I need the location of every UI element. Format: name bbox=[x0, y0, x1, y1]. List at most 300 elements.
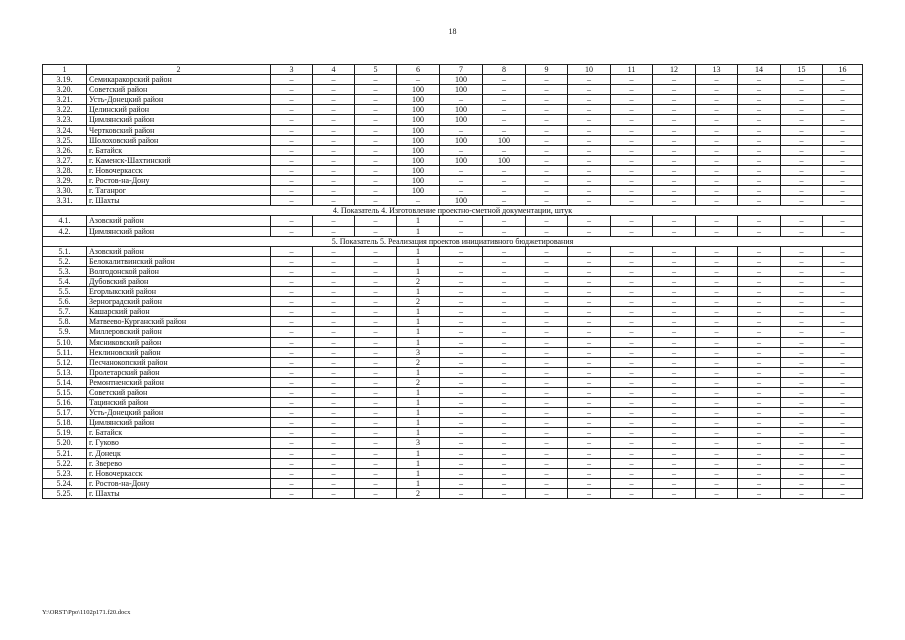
value-cell: – bbox=[355, 438, 397, 448]
value-cell: – bbox=[440, 266, 483, 276]
district-name: Чертковский район bbox=[87, 125, 271, 135]
table-row bbox=[43, 135, 863, 145]
value-cell: – bbox=[526, 327, 568, 337]
value-cell: – bbox=[738, 478, 781, 488]
value-cell: – bbox=[271, 186, 313, 196]
value-cell: – bbox=[653, 468, 696, 478]
value-cell: 2 bbox=[397, 488, 440, 498]
value-cell: – bbox=[440, 337, 483, 347]
value-cell: – bbox=[696, 317, 738, 327]
value-cell: – bbox=[355, 196, 397, 206]
value-cell: – bbox=[271, 438, 313, 448]
row-number: 3.20. bbox=[43, 85, 87, 95]
value-cell: – bbox=[696, 438, 738, 448]
value-cell: – bbox=[611, 85, 653, 95]
value-cell: – bbox=[653, 256, 696, 266]
value-cell: – bbox=[526, 398, 568, 408]
value-cell: – bbox=[696, 478, 738, 488]
table-row bbox=[43, 367, 863, 377]
value-cell: – bbox=[653, 347, 696, 357]
row-number: 5.4. bbox=[43, 276, 87, 286]
value-cell: – bbox=[653, 145, 696, 155]
value-cell: – bbox=[696, 468, 738, 478]
district-name: Дубовский район bbox=[87, 276, 271, 286]
value-cell: – bbox=[483, 347, 526, 357]
value-cell: – bbox=[611, 75, 653, 85]
value-cell: – bbox=[355, 256, 397, 266]
value-cell: – bbox=[823, 216, 863, 226]
value-cell: – bbox=[568, 478, 611, 488]
value-cell: – bbox=[781, 488, 823, 498]
value-cell: – bbox=[653, 428, 696, 438]
value-cell: – bbox=[355, 388, 397, 398]
value-cell: 1 bbox=[397, 468, 440, 478]
value-cell: – bbox=[738, 458, 781, 468]
value-cell: – bbox=[738, 488, 781, 498]
value-cell: – bbox=[653, 266, 696, 276]
column-number-cell: 4 bbox=[313, 65, 355, 75]
value-cell: – bbox=[313, 408, 355, 418]
value-cell: – bbox=[355, 115, 397, 125]
value-cell: – bbox=[313, 287, 355, 297]
row-number: 3.26. bbox=[43, 145, 87, 155]
value-cell: – bbox=[611, 186, 653, 196]
district-name: Мясниковский район bbox=[87, 337, 271, 347]
value-cell: – bbox=[355, 488, 397, 498]
value-cell: – bbox=[313, 125, 355, 135]
value-cell: – bbox=[440, 408, 483, 418]
value-cell: 100 bbox=[397, 85, 440, 95]
value-cell: – bbox=[568, 287, 611, 297]
row-number: 5.14. bbox=[43, 377, 87, 387]
value-cell: – bbox=[738, 276, 781, 286]
value-cell: – bbox=[738, 327, 781, 337]
column-number-cell: 1 bbox=[43, 65, 87, 75]
row-number: 3.19. bbox=[43, 75, 87, 85]
district-name: Советский район bbox=[87, 85, 271, 95]
value-cell: – bbox=[568, 125, 611, 135]
value-cell: 2 bbox=[397, 357, 440, 367]
table-row bbox=[43, 186, 863, 196]
value-cell: – bbox=[526, 226, 568, 236]
value-cell: – bbox=[483, 408, 526, 418]
value-cell: – bbox=[653, 478, 696, 488]
value-cell: – bbox=[313, 458, 355, 468]
value-cell: – bbox=[526, 115, 568, 125]
value-cell: – bbox=[653, 367, 696, 377]
value-cell: – bbox=[823, 95, 863, 105]
value-cell: – bbox=[271, 155, 313, 165]
value-cell: – bbox=[823, 246, 863, 256]
value-cell: – bbox=[738, 297, 781, 307]
value-cell: – bbox=[526, 388, 568, 398]
value-cell: – bbox=[696, 266, 738, 276]
value-cell: – bbox=[823, 478, 863, 488]
value-cell: – bbox=[483, 398, 526, 408]
value-cell: – bbox=[653, 115, 696, 125]
value-cell: – bbox=[483, 115, 526, 125]
value-cell: – bbox=[313, 418, 355, 428]
value-cell: – bbox=[526, 377, 568, 387]
value-cell: 1 bbox=[397, 256, 440, 266]
value-cell: – bbox=[526, 155, 568, 165]
value-cell: – bbox=[611, 367, 653, 377]
value-cell: – bbox=[355, 75, 397, 85]
value-cell: – bbox=[781, 256, 823, 266]
value-cell: – bbox=[568, 85, 611, 95]
table-row bbox=[43, 256, 863, 266]
value-cell: – bbox=[313, 327, 355, 337]
table-row bbox=[43, 448, 863, 458]
value-cell: 1 bbox=[397, 367, 440, 377]
column-number-cell: 8 bbox=[483, 65, 526, 75]
value-cell: – bbox=[653, 276, 696, 286]
district-name: Целинский район bbox=[87, 105, 271, 115]
value-cell: – bbox=[355, 176, 397, 186]
value-cell: – bbox=[526, 317, 568, 327]
value-cell: – bbox=[355, 186, 397, 196]
value-cell: – bbox=[611, 438, 653, 448]
value-cell: – bbox=[611, 165, 653, 175]
row-number: 5.22. bbox=[43, 458, 87, 468]
value-cell: – bbox=[738, 367, 781, 377]
value-cell: 1 bbox=[397, 307, 440, 317]
value-cell: – bbox=[483, 256, 526, 266]
value-cell: – bbox=[526, 216, 568, 226]
value-cell: – bbox=[355, 398, 397, 408]
value-cell: – bbox=[313, 266, 355, 276]
value-cell: – bbox=[483, 226, 526, 236]
value-cell: – bbox=[611, 276, 653, 286]
value-cell: – bbox=[355, 216, 397, 226]
value-cell: – bbox=[271, 85, 313, 95]
value-cell: – bbox=[271, 418, 313, 428]
value-cell: – bbox=[271, 297, 313, 307]
value-cell: – bbox=[313, 256, 355, 266]
value-cell: – bbox=[696, 216, 738, 226]
district-name: Ремонтненский район bbox=[87, 377, 271, 387]
value-cell: – bbox=[611, 287, 653, 297]
value-cell: – bbox=[440, 256, 483, 266]
table-row bbox=[43, 125, 863, 135]
district-name: Зерноградский район bbox=[87, 297, 271, 307]
value-cell: – bbox=[271, 347, 313, 357]
district-name: г. Новочеркасск bbox=[87, 468, 271, 478]
value-cell: – bbox=[823, 256, 863, 266]
value-cell: – bbox=[440, 388, 483, 398]
value-cell: 1 bbox=[397, 287, 440, 297]
value-cell: – bbox=[696, 367, 738, 377]
value-cell: 100 bbox=[483, 135, 526, 145]
value-cell: – bbox=[313, 317, 355, 327]
value-cell: – bbox=[440, 125, 483, 135]
value-cell: 1 bbox=[397, 448, 440, 458]
value-cell: – bbox=[355, 276, 397, 286]
district-name: Азовский район bbox=[87, 216, 271, 226]
value-cell: – bbox=[611, 327, 653, 337]
table-row bbox=[43, 95, 863, 105]
value-cell: 100 bbox=[397, 135, 440, 145]
district-name: Цимлянский район bbox=[87, 418, 271, 428]
value-cell: – bbox=[313, 357, 355, 367]
row-number: 5.10. bbox=[43, 337, 87, 347]
value-cell: – bbox=[568, 216, 611, 226]
value-cell: – bbox=[526, 176, 568, 186]
value-cell: – bbox=[483, 388, 526, 398]
table-row bbox=[43, 438, 863, 448]
table-row bbox=[43, 105, 863, 115]
value-cell: – bbox=[526, 357, 568, 367]
value-cell: – bbox=[568, 388, 611, 398]
value-cell: – bbox=[568, 145, 611, 155]
value-cell: – bbox=[823, 155, 863, 165]
value-cell: – bbox=[483, 196, 526, 206]
table-row bbox=[43, 216, 863, 226]
value-cell: 100 bbox=[397, 125, 440, 135]
row-number: 5.7. bbox=[43, 307, 87, 317]
district-name: Пролетарский район bbox=[87, 367, 271, 377]
value-cell: – bbox=[653, 337, 696, 347]
value-cell: – bbox=[823, 297, 863, 307]
column-number-row bbox=[43, 65, 863, 75]
value-cell: – bbox=[313, 246, 355, 256]
value-cell: – bbox=[823, 448, 863, 458]
value-cell: – bbox=[568, 347, 611, 357]
value-cell: – bbox=[271, 488, 313, 498]
value-cell: – bbox=[440, 276, 483, 286]
value-cell: – bbox=[313, 428, 355, 438]
value-cell: – bbox=[526, 458, 568, 468]
value-cell: – bbox=[355, 347, 397, 357]
value-cell: – bbox=[271, 95, 313, 105]
value-cell: 1 bbox=[397, 388, 440, 398]
value-cell: – bbox=[568, 186, 611, 196]
row-number: 5.16. bbox=[43, 398, 87, 408]
value-cell: – bbox=[526, 337, 568, 347]
row-number: 3.25. bbox=[43, 135, 87, 145]
value-cell: – bbox=[440, 377, 483, 387]
value-cell: – bbox=[781, 145, 823, 155]
value-cell: – bbox=[823, 276, 863, 286]
value-cell: – bbox=[696, 85, 738, 95]
value-cell: – bbox=[568, 276, 611, 286]
value-cell: – bbox=[526, 488, 568, 498]
value-cell: – bbox=[483, 448, 526, 458]
value-cell: – bbox=[483, 165, 526, 175]
value-cell: – bbox=[440, 347, 483, 357]
district-name: г. Батайск bbox=[87, 145, 271, 155]
value-cell: – bbox=[738, 287, 781, 297]
value-cell: – bbox=[696, 276, 738, 286]
value-cell: – bbox=[611, 408, 653, 418]
district-name: г. Каменск-Шахтинский bbox=[87, 155, 271, 165]
value-cell: – bbox=[568, 307, 611, 317]
value-cell: – bbox=[823, 458, 863, 468]
value-cell: – bbox=[440, 216, 483, 226]
value-cell: – bbox=[738, 337, 781, 347]
value-cell: – bbox=[355, 145, 397, 155]
value-cell: – bbox=[823, 388, 863, 398]
district-name: Миллеровский район bbox=[87, 327, 271, 337]
value-cell: – bbox=[781, 408, 823, 418]
value-cell: – bbox=[823, 75, 863, 85]
value-cell: – bbox=[568, 418, 611, 428]
row-number: 4.2. bbox=[43, 226, 87, 236]
value-cell: 100 bbox=[440, 85, 483, 95]
row-number: 5.18. bbox=[43, 418, 87, 428]
value-cell: – bbox=[611, 226, 653, 236]
value-cell: – bbox=[483, 488, 526, 498]
value-cell: – bbox=[781, 95, 823, 105]
table-row bbox=[43, 287, 863, 297]
district-name: г. Шахты bbox=[87, 488, 271, 498]
district-name: Семикаракорский район bbox=[87, 75, 271, 85]
row-number: 5.19. bbox=[43, 428, 87, 438]
value-cell: – bbox=[781, 337, 823, 347]
value-cell: 3 bbox=[397, 347, 440, 357]
value-cell: – bbox=[271, 145, 313, 155]
value-cell: – bbox=[611, 256, 653, 266]
value-cell: – bbox=[696, 488, 738, 498]
value-cell: – bbox=[738, 468, 781, 478]
value-cell: – bbox=[568, 448, 611, 458]
table-row bbox=[43, 428, 863, 438]
value-cell: – bbox=[483, 287, 526, 297]
value-cell: – bbox=[313, 388, 355, 398]
district-name: Шолоховский район bbox=[87, 135, 271, 145]
value-cell: – bbox=[738, 307, 781, 317]
value-cell: – bbox=[355, 468, 397, 478]
table-row bbox=[43, 388, 863, 398]
row-number: 5.2. bbox=[43, 256, 87, 266]
value-cell: – bbox=[823, 105, 863, 115]
value-cell: – bbox=[440, 246, 483, 256]
value-cell: – bbox=[823, 367, 863, 377]
value-cell: – bbox=[568, 297, 611, 307]
value-cell: – bbox=[823, 317, 863, 327]
value-cell: – bbox=[355, 266, 397, 276]
value-cell: – bbox=[738, 398, 781, 408]
value-cell: – bbox=[355, 357, 397, 367]
value-cell: – bbox=[823, 165, 863, 175]
value-cell: – bbox=[355, 367, 397, 377]
column-number-cell: 6 bbox=[397, 65, 440, 75]
value-cell: – bbox=[526, 438, 568, 448]
value-cell: – bbox=[781, 428, 823, 438]
value-cell: – bbox=[526, 448, 568, 458]
value-cell: – bbox=[568, 95, 611, 105]
value-cell: – bbox=[440, 287, 483, 297]
value-cell: – bbox=[823, 226, 863, 236]
value-cell: – bbox=[483, 266, 526, 276]
table-row bbox=[43, 176, 863, 186]
table-row bbox=[43, 297, 863, 307]
value-cell: – bbox=[568, 438, 611, 448]
value-cell: – bbox=[823, 135, 863, 145]
value-cell: 100 bbox=[440, 115, 483, 125]
value-cell: – bbox=[738, 105, 781, 115]
table-row bbox=[43, 488, 863, 498]
value-cell: 1 bbox=[397, 266, 440, 276]
value-cell: – bbox=[568, 246, 611, 256]
value-cell: – bbox=[271, 287, 313, 297]
value-cell: – bbox=[313, 115, 355, 125]
value-cell: – bbox=[483, 478, 526, 488]
column-number-cell: 15 bbox=[781, 65, 823, 75]
value-cell: – bbox=[696, 115, 738, 125]
column-number-cell: 13 bbox=[696, 65, 738, 75]
row-number: 5.13. bbox=[43, 367, 87, 377]
value-cell: 100 bbox=[397, 165, 440, 175]
row-number: 3.29. bbox=[43, 176, 87, 186]
value-cell: – bbox=[738, 388, 781, 398]
value-cell: – bbox=[823, 266, 863, 276]
value-cell: – bbox=[823, 125, 863, 135]
value-cell: – bbox=[738, 347, 781, 357]
table-row bbox=[43, 155, 863, 165]
value-cell: – bbox=[696, 337, 738, 347]
value-cell: – bbox=[696, 297, 738, 307]
value-cell: – bbox=[526, 367, 568, 377]
value-cell: – bbox=[568, 256, 611, 266]
row-number: 3.30. bbox=[43, 186, 87, 196]
value-cell: – bbox=[696, 105, 738, 115]
value-cell: – bbox=[738, 408, 781, 418]
value-cell: – bbox=[526, 105, 568, 115]
value-cell: – bbox=[823, 287, 863, 297]
value-cell: 100 bbox=[440, 75, 483, 85]
value-cell: – bbox=[355, 297, 397, 307]
value-cell: – bbox=[440, 458, 483, 468]
value-cell: – bbox=[526, 266, 568, 276]
value-cell: – bbox=[355, 85, 397, 95]
table-row bbox=[43, 246, 863, 256]
value-cell: – bbox=[568, 317, 611, 327]
value-cell: – bbox=[611, 418, 653, 428]
value-cell: – bbox=[440, 428, 483, 438]
value-cell: – bbox=[313, 105, 355, 115]
value-cell: – bbox=[611, 297, 653, 307]
value-cell: – bbox=[440, 357, 483, 367]
value-cell: – bbox=[440, 448, 483, 458]
value-cell: – bbox=[526, 418, 568, 428]
value-cell: – bbox=[611, 125, 653, 135]
value-cell: – bbox=[823, 186, 863, 196]
value-cell: – bbox=[781, 297, 823, 307]
district-name: г. Батайск bbox=[87, 428, 271, 438]
value-cell: – bbox=[440, 398, 483, 408]
row-number: 3.22. bbox=[43, 105, 87, 115]
value-cell: – bbox=[653, 438, 696, 448]
value-cell: – bbox=[611, 176, 653, 186]
value-cell: – bbox=[653, 155, 696, 165]
value-cell: 2 bbox=[397, 276, 440, 286]
value-cell: – bbox=[313, 135, 355, 145]
value-cell: – bbox=[738, 125, 781, 135]
value-cell: – bbox=[781, 196, 823, 206]
value-cell: – bbox=[483, 458, 526, 468]
value-cell: – bbox=[526, 297, 568, 307]
value-cell: – bbox=[823, 196, 863, 206]
value-cell: – bbox=[568, 176, 611, 186]
section-header-row bbox=[43, 206, 863, 216]
value-cell: – bbox=[568, 155, 611, 165]
value-cell: – bbox=[653, 388, 696, 398]
district-name: Матвеево-Курганский район bbox=[87, 317, 271, 327]
value-cell: – bbox=[653, 287, 696, 297]
value-cell: – bbox=[823, 488, 863, 498]
value-cell: 1 bbox=[397, 478, 440, 488]
